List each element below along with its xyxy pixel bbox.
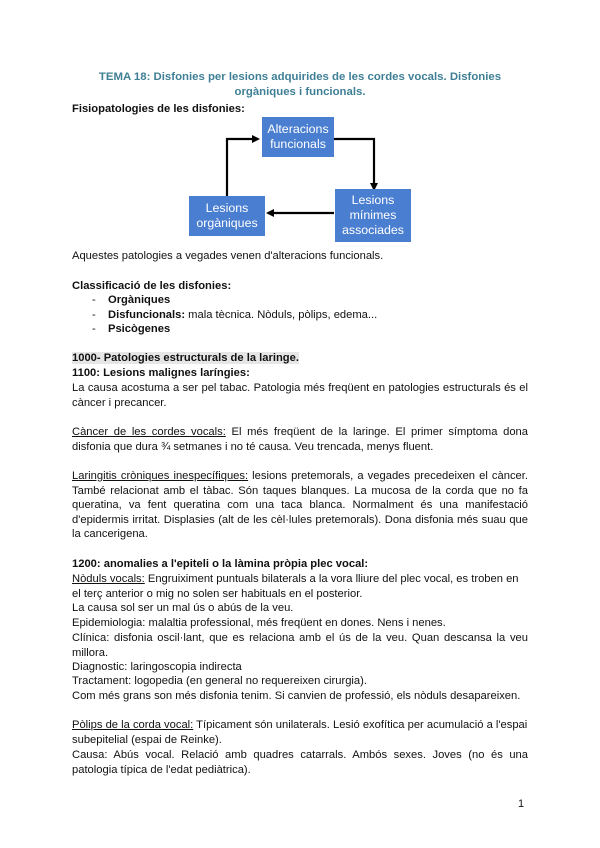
noduls-line: Com més grans son més disfonia tenim. Si canvien de professió, els nòduls desapareixen. <box>72 690 521 702</box>
list-item: - Disfuncionals: mala tècnica. Nòduls, pòlips, edema... <box>72 308 528 323</box>
section-1200-heading: 1200: anomalies a l'epiteli o la làmina pròpia plec vocal: <box>72 558 369 570</box>
document-title: TEMA 18: Disfonies per lesions adquirides de les cordes vocals. Disfonies orgàniques i funcionals. <box>98 71 502 98</box>
arrow-organiques-to-funcionals <box>227 139 258 196</box>
noduls-line: Clínica: disfonia oscil·lant, que es relaciona amb el ús de la veu. Quan descansa la veu millora. <box>72 632 528 659</box>
noduls-paragraph: Nòduls vocals: Engruiximent puntuals bilaterals a la vora lliure del plec vocal, es troben en el terç anterior o mig no solen ser habituals en el posterior. <box>72 573 519 600</box>
arrow-funcionals-to-minimes <box>334 139 374 189</box>
page-number: 1 <box>518 798 525 810</box>
noduls-line: Tractament: logopedia (en general no requereixen cirurgia). <box>72 675 367 687</box>
intro-text: Aquestes patologies a vegades venen d'alteracions funcionals. <box>72 250 384 262</box>
cancer-paragraph: Càncer de les cordes vocals: El més freqüent de la laringe. El primer símptoma dona disfonia que dura ¾ setmanes i no té causa. Veu trencada, menys fluent. <box>72 426 528 453</box>
polips-causa: Causa: Abús vocal. Relació amb quadres catarrals. Ambós sexes. Joves (no és una patologia típica de l'edat pediàtrica). <box>72 749 528 776</box>
noduls-line: Diagnostic: laringoscopia indirecta <box>72 661 242 673</box>
box-lesions-minimes: Lesions mínimes associades <box>335 189 411 242</box>
box-lesions-organiques: Lesions orgàniques <box>189 196 265 236</box>
section-1100-text: La causa acostuma a ser pel tabac. Patologia més freqüent en patologies estructurals és el càncer i precancer. <box>72 382 528 409</box>
box-alteracions-funcionals: Alteracions funcionals <box>262 117 334 157</box>
list-item: - Orgàniques <box>72 293 528 308</box>
fisiopatologies-heading: Fisiopatologies de les disfonies: <box>72 103 245 115</box>
laringitis-paragraph: Laringitis cròniques inespecífiques: lesions pretemorals, a vegades precedeixen el càncer. També relacionat amb el tàbac. Són taques blanques. La mucosa de la corda que no fa queratina, va fent queratina com una taca blanca. Normalment és una manifestació d'epidermis irritat. Displasies (alt de les cèl·lules pretemorals). Dona disfonia més suau que la cancerigena. <box>72 470 528 541</box>
polips-paragraph: Pòlips de la corda vocal: Típicament són unilaterals. Lesió exofítica per acumulació a l'espai subepitelial (espai de Reinke). <box>72 719 528 746</box>
noduls-line: La causa sol ser un mal ús o abús de la veu. <box>72 602 294 614</box>
noduls-line: Epidemiologia: malaltia professional, més freqüent en dones. Nens i nenes. <box>72 617 446 629</box>
classificacio-heading: Classificació de les disfonies: <box>72 280 232 292</box>
section-1000-heading: 1000- Patologies estructurals de la laringe. <box>72 352 299 364</box>
section-1100-heading: 1100: Lesions malignes laríngies: <box>72 367 250 379</box>
classificacio-list <box>72 293 528 337</box>
list-item: - Psicògenes <box>72 322 528 337</box>
